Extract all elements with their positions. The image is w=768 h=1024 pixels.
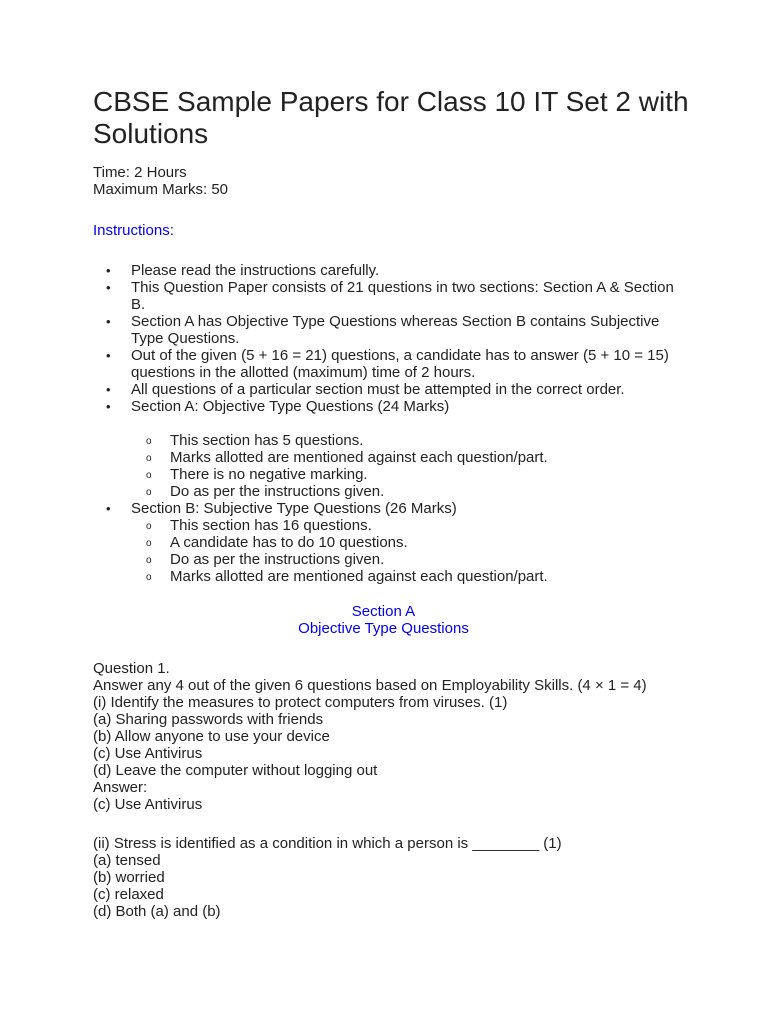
question-part-text: (i) Identify the measures to protect computers from viruses. (1) (93, 694, 508, 711)
section-a-heading (93, 603, 674, 637)
answer-option: (b) worried (93, 869, 165, 886)
question-label: Question 1. (93, 660, 170, 677)
exam-meta (93, 164, 228, 198)
sub-point: o There is no negative marking. (131, 466, 683, 483)
answer-option: (c) relaxed (93, 886, 164, 903)
section-title: Section A (351, 603, 416, 620)
instruction-item: • Section B: Subjective Type Questions (26 Marks) o This section has 16 questions. o A candidate has to do 10 questions. o Do as per the instructions given. o Marks allotted are mentioned against each question/part. (93, 500, 683, 585)
answer-option: (c) Use Antivirus (93, 745, 203, 762)
sub-point: o Do as per the instructions given. (131, 551, 683, 568)
exam-time: Time: 2 Hours (93, 164, 187, 181)
sub-point: o Marks allotted are mentioned against each question/part. (131, 568, 683, 585)
answer-option: (d) Both (a) and (b) (93, 903, 221, 920)
answer-option: (b) Allow anyone to use your device (93, 728, 330, 745)
instructions-list (93, 262, 683, 585)
instruction-item: • Section A: Objective Type Questions (24 Marks) o This section has 5 questions. o Marks allotted are mentioned against each question/part. o There is no negative marking. o Do as per the instructions given. (93, 398, 683, 500)
page-title: CBSE Sample Papers for Class 10 IT Set 2 with Solutions (93, 86, 689, 149)
sub-point: o Marks allotted are mentioned against each question/part. (131, 449, 683, 466)
instruction-item: • This Question Paper consists of 21 questions in two sections: Section A & Section B. (93, 279, 683, 313)
sub-point: o Do as per the instructions given. (131, 483, 683, 500)
sub-point: o This section has 5 questions. (131, 432, 683, 449)
answer-option: (a) Sharing passwords with friends (93, 711, 324, 728)
question-part-text: (ii) Stress is identified as a condition in which a person is ________ (1) (93, 835, 562, 852)
question-prompt: Answer any 4 out of the given 6 questions based on Employability Skills. (4 × 1 = 4) (93, 677, 647, 694)
section-b-points (131, 517, 683, 585)
question-1-part-ii (93, 835, 562, 920)
section-subtitle: Objective Type Questions (298, 620, 469, 637)
answer-label: Answer: (93, 779, 148, 796)
question-1 (93, 660, 647, 813)
instruction-item: • Section A has Objective Type Questions whereas Section B contains Subjective Type Questions. (93, 313, 683, 347)
sub-point: o A candidate has to do 10 questions. (131, 534, 683, 551)
instructions-heading: Instructions: (93, 222, 174, 239)
sub-point: o This section has 16 questions. (131, 517, 683, 534)
instruction-item: • Please read the instructions carefully. (93, 262, 683, 279)
answer-option: (d) Leave the computer without logging out (93, 762, 378, 779)
instruction-item: • All questions of a particular section must be attempted in the correct order. (93, 381, 683, 398)
answer-option: (a) tensed (93, 852, 161, 869)
answer-text: (c) Use Antivirus (93, 796, 203, 813)
instruction-item: • Out of the given (5 + 16 = 21) questions, a candidate has to answer (5 + 10 = 15) questions in the allotted (maximum) time of 2 hours. (93, 347, 683, 381)
exam-max-marks: Maximum Marks: 50 (93, 181, 229, 198)
section-a-points (131, 432, 683, 500)
